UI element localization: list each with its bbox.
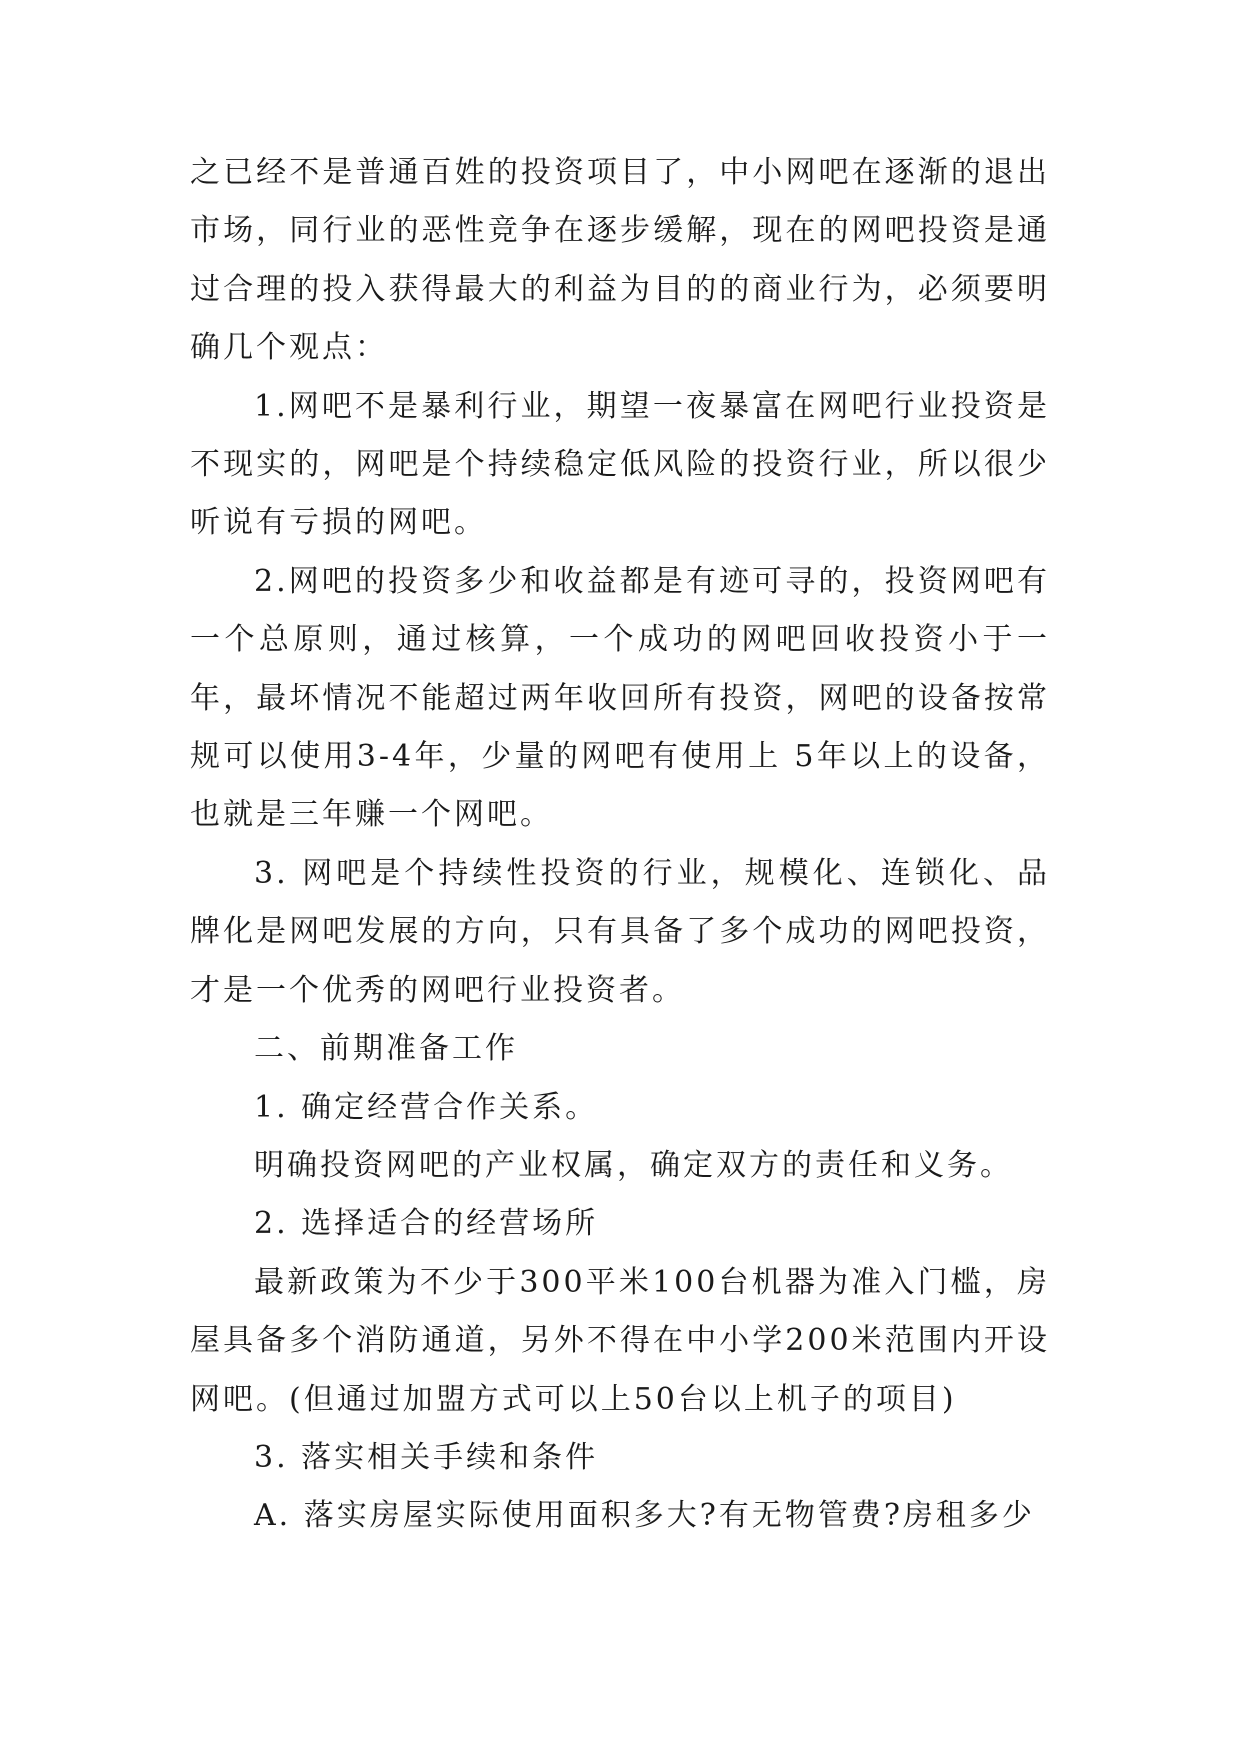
subheading-1: 1. 确定经营合作关系。 xyxy=(254,1089,599,1125)
paragraph-subsection-1: 明确投资网吧的产业权属，确定双方的责任和义务。 xyxy=(254,1147,1013,1183)
document-page xyxy=(190,144,1050,1546)
paragraph-point-2: 2.网吧的投资多少和收益都是有迹可寻的，投资网吧有一个总原则，通过核算，一个成功的网吧回收投资小于一年，最坏情况不能超过两年收回所有投资，网吧的设备按常规可以使用3-4年，少量的网吧有使用上 5年以上的设备，也就是三年赚一个网吧。 xyxy=(190,563,1050,833)
paragraph-intro: 之已经不是普通百姓的投资项目了，中小网吧在逐渐的退出市场，同行业的恶性竞争在逐步缓解，现在的网吧投资是通过合理的投入获得最大的利益为目的的商业行为，必须要明确几个观点： xyxy=(190,155,1050,366)
paragraph-point-1: 1.网吧不是暴利行业，期望一夜暴富在网吧行业投资是不现实的，网吧是个持续稳定低风险的投资行业，所以很少听说有亏损的网吧。 xyxy=(190,388,1050,541)
paragraph-point-3: 3. 网吧是个持续性投资的行业，规模化、连锁化、品牌化是网吧发展的方向，只有具备了多个成功的网吧投资，才是一个优秀的网吧行业投资者。 xyxy=(190,855,1050,1008)
paragraph-item-a: A. 落实房屋实际使用面积多大?有无物管费?房租多少 xyxy=(254,1498,1035,1534)
section-heading: 二、前期准备工作 xyxy=(254,1031,518,1067)
subheading-2: 2. 选择适合的经营场所 xyxy=(254,1206,599,1242)
paragraph-subsection-2: 最新政策为不少于300平米100台机器为准入门槛，房屋具备多个消防通道，另外不得在中小学200米范围内开设网吧。(但通过加盟方式可以上50台以上机子的项目) xyxy=(190,1264,1050,1417)
subheading-3: 3. 落实相关手续和条件 xyxy=(254,1439,599,1475)
